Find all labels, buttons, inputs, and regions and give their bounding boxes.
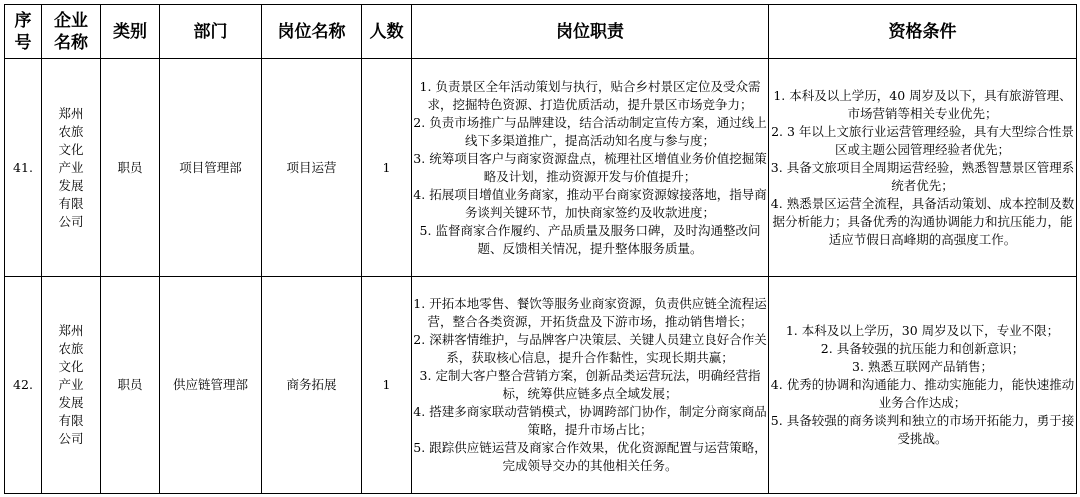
duty-item: 2. 深耕客情维护，与品牌客户决策层、关键人员建立良好合作关系，获取核心信息，提升合作黏性，实现长期共赢；: [413, 332, 767, 365]
qualification-item: 3. 熟悉互联网产品销售；: [852, 359, 993, 374]
cell-qualifications: [769, 59, 1077, 277]
header-count: 人数: [362, 5, 412, 59]
qualification-item: 3. 具备文旅项目全周期运营经验，熟悉智慧景区管理系统者优先；: [770, 159, 1075, 193]
header-position: 岗位名称: [262, 5, 362, 59]
qualification-item: 2. 具备较强的抗压能力和创新意识；: [820, 341, 1025, 356]
header-department: 部门: [160, 5, 262, 59]
duty-item: 5. 跟踪供应链运营及商家合作效果，优化资源配置与运营策略，完成领导交办的其他相关任务。: [413, 440, 767, 473]
cell-count: 1: [362, 59, 412, 277]
qualification-item: 5. 具备较强的商务谈判和独立的市场开拓能力，勇于接受挑战。: [770, 413, 1075, 446]
qualification-item: 1. 本科及以上学历，40 周岁及以下，具有旅游管理、市场营销等相关专业优先；: [773, 87, 1072, 121]
job-table: [4, 4, 1077, 494]
qualification-item: 4. 优秀的协调和沟通能力、推动实施能力，能快速推动业务合作达成；: [770, 377, 1075, 410]
cell-qualifications: [769, 277, 1077, 494]
duty-item: 4. 搭建多商家联动营销模式，协调跨部门协作，制定分商家商品策略，提升市场占比；: [413, 404, 767, 437]
header-row: [5, 5, 1077, 59]
cell-position: 商务拓展: [262, 277, 362, 494]
header-duties: 岗位职责: [412, 5, 769, 59]
cell-duties: [412, 59, 769, 277]
duty-item: 3. 定制大客户整合营销方案，创新品类运营玩法，明确经营指标，统筹供应链多点全域发展；: [419, 368, 761, 401]
duty-item: 2. 负责市场推广与品牌建设，结合活动制定宣传方案，通过线上线下多渠道推广，提高活动知名度与参与度；: [413, 114, 767, 148]
qualification-item: 4. 熟悉景区运营全流程，具备活动策划、成本控制及数据分析能力；具备优秀的沟通协调能力和抗压能力，能适应节假日高峰期的高强度工作。: [770, 195, 1075, 247]
table-row: [5, 59, 1077, 277]
header-category: 类别: [101, 5, 160, 59]
cell-duties: [412, 277, 769, 494]
cell-company: 郑州 农旅 文化 产业 发展 有限 公司: [42, 59, 101, 277]
qualification-item: 2. 3 年以上文旅行业运营管理经验，具有大型综合性景区或主题公园管理经验者优先；: [771, 123, 1074, 157]
duty-item: 3. 统筹项目客户与商家资源盘点，梳理社区增值业务价值挖掘策略及计划，推动资源开发与价值提升；: [413, 150, 767, 184]
qualification-item: 1. 本科及以上学历，30 周岁及以下，专业不限；: [785, 323, 1060, 338]
cell-department: 供应链管理部: [160, 277, 262, 494]
table-row: [5, 277, 1077, 494]
cell-position: 项目运营: [262, 59, 362, 277]
header-qualifications: 资格条件: [769, 5, 1077, 59]
duty-item: 1. 开拓本地零售、餐饮等服务业商家资源，负责供应链全流程运营，整合各类资源，开拓货盘及下游市场，推动销售增长；: [413, 296, 767, 329]
cell-seq: 42.: [5, 277, 42, 494]
cell-company: 郑州 农旅 文化 产业 发展 有限 公司: [42, 277, 101, 494]
cell-count: 1: [362, 277, 412, 494]
header-seq: 序 号: [5, 5, 42, 59]
header-company: 企业 名称: [42, 5, 101, 59]
cell-seq: 41.: [5, 59, 42, 277]
cell-department: 项目管理部: [160, 59, 262, 277]
duty-item: 5. 监督商家合作履约、产品质量及服务口碑，及时沟通整改问题、反馈相关情况，提升整体服务质量。: [419, 222, 761, 256]
cell-category: 职员: [101, 59, 160, 277]
cell-category: 职员: [101, 277, 160, 494]
duty-item: 1. 负责景区全年活动策划与执行，贴合乡村景区定位及受众需求，挖掘特色资源、打造优质活动，提升景区市场竞争力；: [419, 78, 761, 112]
duty-item: 4. 拓展项目增值业务商家，推动平台商家资源嫁接落地，指导商务谈判关键环节，加快商家签约及收款进度；: [413, 186, 767, 220]
